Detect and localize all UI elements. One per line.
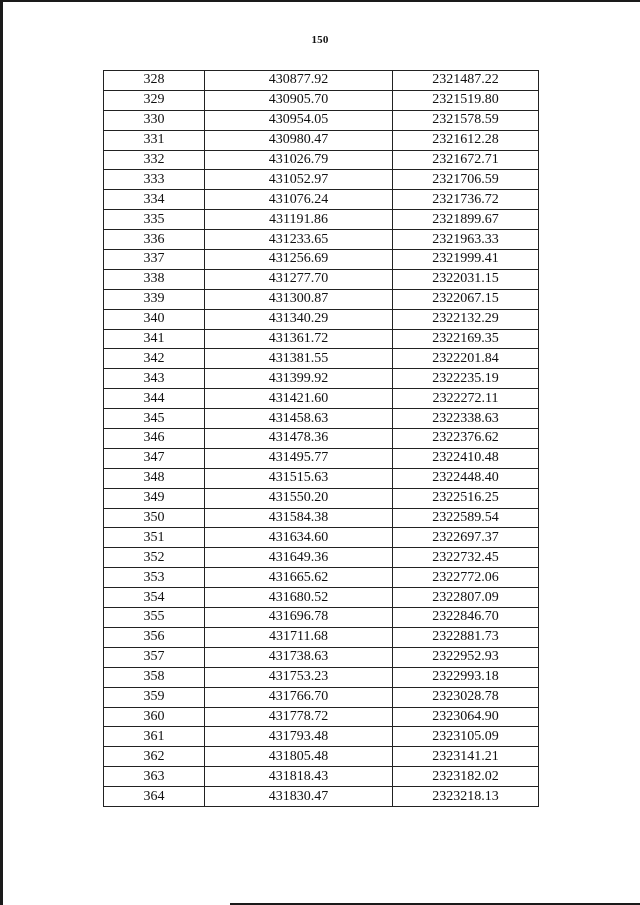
- table-row: [104, 647, 539, 667]
- x-coordinate-cell: 431076.24: [205, 190, 393, 210]
- point-number-cell: 341: [104, 329, 205, 349]
- y-coordinate-cell: 2322169.35: [393, 329, 539, 349]
- point-number-cell: 333: [104, 170, 205, 190]
- point-number-cell: 358: [104, 667, 205, 687]
- y-coordinate-cell: 2321736.72: [393, 190, 539, 210]
- y-coordinate-cell: 2322589.54: [393, 508, 539, 528]
- point-number-cell: 353: [104, 568, 205, 588]
- table-row: [104, 230, 539, 250]
- y-coordinate-cell: 2322846.70: [393, 608, 539, 628]
- point-number-cell: 340: [104, 309, 205, 329]
- x-coordinate-cell: 430877.92: [205, 71, 393, 91]
- x-coordinate-cell: 431399.92: [205, 369, 393, 389]
- point-number-cell: 328: [104, 71, 205, 91]
- x-coordinate-cell: 431778.72: [205, 707, 393, 727]
- coordinates-table: [103, 70, 539, 807]
- x-coordinate-cell: 430905.70: [205, 90, 393, 110]
- y-coordinate-cell: 2322272.11: [393, 389, 539, 409]
- y-coordinate-cell: 2322410.48: [393, 448, 539, 468]
- point-number-cell: 350: [104, 508, 205, 528]
- table-row: [104, 269, 539, 289]
- x-coordinate-cell: 431458.63: [205, 409, 393, 429]
- x-coordinate-cell: 431340.29: [205, 309, 393, 329]
- y-coordinate-cell: 2322376.62: [393, 429, 539, 449]
- table-row: [104, 349, 539, 369]
- y-coordinate-cell: 2322235.19: [393, 369, 539, 389]
- x-coordinate-cell: 431711.68: [205, 627, 393, 647]
- scan-edge-top: [0, 0, 640, 2]
- point-number-cell: 336: [104, 230, 205, 250]
- coordinates-table-body: [104, 71, 539, 807]
- x-coordinate-cell: 431277.70: [205, 269, 393, 289]
- table-row: [104, 71, 539, 91]
- point-number-cell: 364: [104, 787, 205, 807]
- point-number-cell: 347: [104, 448, 205, 468]
- point-number-cell: 363: [104, 767, 205, 787]
- point-number-cell: 360: [104, 707, 205, 727]
- table-row: [104, 588, 539, 608]
- table-row: [104, 289, 539, 309]
- x-coordinate-cell: 431584.38: [205, 508, 393, 528]
- x-coordinate-cell: 430980.47: [205, 130, 393, 150]
- table-row: [104, 429, 539, 449]
- point-number-cell: 361: [104, 727, 205, 747]
- table-row: [104, 90, 539, 110]
- y-coordinate-cell: 2322952.93: [393, 647, 539, 667]
- point-number-cell: 346: [104, 429, 205, 449]
- y-coordinate-cell: 2321672.71: [393, 150, 539, 170]
- y-coordinate-cell: 2321706.59: [393, 170, 539, 190]
- scan-edge-left: [0, 0, 3, 905]
- y-coordinate-cell: 2322448.40: [393, 468, 539, 488]
- y-coordinate-cell: 2321612.28: [393, 130, 539, 150]
- point-number-cell: 331: [104, 130, 205, 150]
- x-coordinate-cell: 431634.60: [205, 528, 393, 548]
- x-coordinate-cell: 431256.69: [205, 250, 393, 270]
- table-row: [104, 190, 539, 210]
- point-number-cell: 359: [104, 687, 205, 707]
- point-number-cell: 362: [104, 747, 205, 767]
- y-coordinate-cell: 2322031.15: [393, 269, 539, 289]
- x-coordinate-cell: 431026.79: [205, 150, 393, 170]
- x-coordinate-cell: 431421.60: [205, 389, 393, 409]
- table-row: [104, 170, 539, 190]
- x-coordinate-cell: 431052.97: [205, 170, 393, 190]
- table-row: [104, 389, 539, 409]
- table-row: [104, 150, 539, 170]
- point-number-cell: 335: [104, 210, 205, 230]
- table-row: [104, 468, 539, 488]
- table-row: [104, 369, 539, 389]
- y-coordinate-cell: 2322338.63: [393, 409, 539, 429]
- x-coordinate-cell: 431665.62: [205, 568, 393, 588]
- table-row: [104, 250, 539, 270]
- point-number-cell: 351: [104, 528, 205, 548]
- y-coordinate-cell: 2322132.29: [393, 309, 539, 329]
- table-row: [104, 707, 539, 727]
- x-coordinate-cell: 431515.63: [205, 468, 393, 488]
- table-row: [104, 210, 539, 230]
- y-coordinate-cell: 2321963.33: [393, 230, 539, 250]
- x-coordinate-cell: 431738.63: [205, 647, 393, 667]
- y-coordinate-cell: 2322881.73: [393, 627, 539, 647]
- y-coordinate-cell: 2321999.41: [393, 250, 539, 270]
- x-coordinate-cell: 431830.47: [205, 787, 393, 807]
- y-coordinate-cell: 2323028.78: [393, 687, 539, 707]
- table-row: [104, 528, 539, 548]
- x-coordinate-cell: 431753.23: [205, 667, 393, 687]
- y-coordinate-cell: 2322067.15: [393, 289, 539, 309]
- point-number-cell: 345: [104, 409, 205, 429]
- y-coordinate-cell: 2323141.21: [393, 747, 539, 767]
- x-coordinate-cell: 431793.48: [205, 727, 393, 747]
- point-number-cell: 344: [104, 389, 205, 409]
- point-number-cell: 355: [104, 608, 205, 628]
- table-row: [104, 608, 539, 628]
- x-coordinate-cell: 431649.36: [205, 548, 393, 568]
- table-row: [104, 667, 539, 687]
- point-number-cell: 339: [104, 289, 205, 309]
- table-row: [104, 130, 539, 150]
- table-row: [104, 309, 539, 329]
- point-number-cell: 349: [104, 488, 205, 508]
- x-coordinate-cell: 431766.70: [205, 687, 393, 707]
- y-coordinate-cell: 2322772.06: [393, 568, 539, 588]
- table-row: [104, 787, 539, 807]
- y-coordinate-cell: 2322732.45: [393, 548, 539, 568]
- x-coordinate-cell: 431495.77: [205, 448, 393, 468]
- point-number-cell: 330: [104, 110, 205, 130]
- x-coordinate-cell: 431191.86: [205, 210, 393, 230]
- x-coordinate-cell: 431478.36: [205, 429, 393, 449]
- y-coordinate-cell: 2323218.13: [393, 787, 539, 807]
- point-number-cell: 352: [104, 548, 205, 568]
- table-row: [104, 687, 539, 707]
- table-row: [104, 110, 539, 130]
- y-coordinate-cell: 2322993.18: [393, 667, 539, 687]
- x-coordinate-cell: 431805.48: [205, 747, 393, 767]
- x-coordinate-cell: 431818.43: [205, 767, 393, 787]
- y-coordinate-cell: 2323105.09: [393, 727, 539, 747]
- y-coordinate-cell: 2322697.37: [393, 528, 539, 548]
- y-coordinate-cell: 2321519.80: [393, 90, 539, 110]
- y-coordinate-cell: 2321487.22: [393, 71, 539, 91]
- x-coordinate-cell: 431361.72: [205, 329, 393, 349]
- y-coordinate-cell: 2322201.84: [393, 349, 539, 369]
- table-row: [104, 727, 539, 747]
- table-row: [104, 627, 539, 647]
- table-row: [104, 568, 539, 588]
- point-number-cell: 329: [104, 90, 205, 110]
- point-number-cell: 356: [104, 627, 205, 647]
- y-coordinate-cell: 2321578.59: [393, 110, 539, 130]
- x-coordinate-cell: 431696.78: [205, 608, 393, 628]
- table-row: [104, 548, 539, 568]
- y-coordinate-cell: 2322516.25: [393, 488, 539, 508]
- point-number-cell: 334: [104, 190, 205, 210]
- table-row: [104, 409, 539, 429]
- table-row: [104, 508, 539, 528]
- x-coordinate-cell: 430954.05: [205, 110, 393, 130]
- point-number-cell: 357: [104, 647, 205, 667]
- y-coordinate-cell: 2323064.90: [393, 707, 539, 727]
- point-number-cell: 338: [104, 269, 205, 289]
- x-coordinate-cell: 431381.55: [205, 349, 393, 369]
- point-number-cell: 348: [104, 468, 205, 488]
- y-coordinate-cell: 2323182.02: [393, 767, 539, 787]
- x-coordinate-cell: 431233.65: [205, 230, 393, 250]
- page-number: 150: [311, 34, 329, 46]
- point-number-cell: 332: [104, 150, 205, 170]
- x-coordinate-cell: 431680.52: [205, 588, 393, 608]
- point-number-cell: 342: [104, 349, 205, 369]
- y-coordinate-cell: 2321899.67: [393, 210, 539, 230]
- point-number-cell: 343: [104, 369, 205, 389]
- table-row: [104, 448, 539, 468]
- table-row: [104, 488, 539, 508]
- x-coordinate-cell: 431300.87: [205, 289, 393, 309]
- point-number-cell: 337: [104, 250, 205, 270]
- y-coordinate-cell: 2322807.09: [393, 588, 539, 608]
- table-row: [104, 329, 539, 349]
- table-row: [104, 747, 539, 767]
- table-row: [104, 767, 539, 787]
- x-coordinate-cell: 431550.20: [205, 488, 393, 508]
- point-number-cell: 354: [104, 588, 205, 608]
